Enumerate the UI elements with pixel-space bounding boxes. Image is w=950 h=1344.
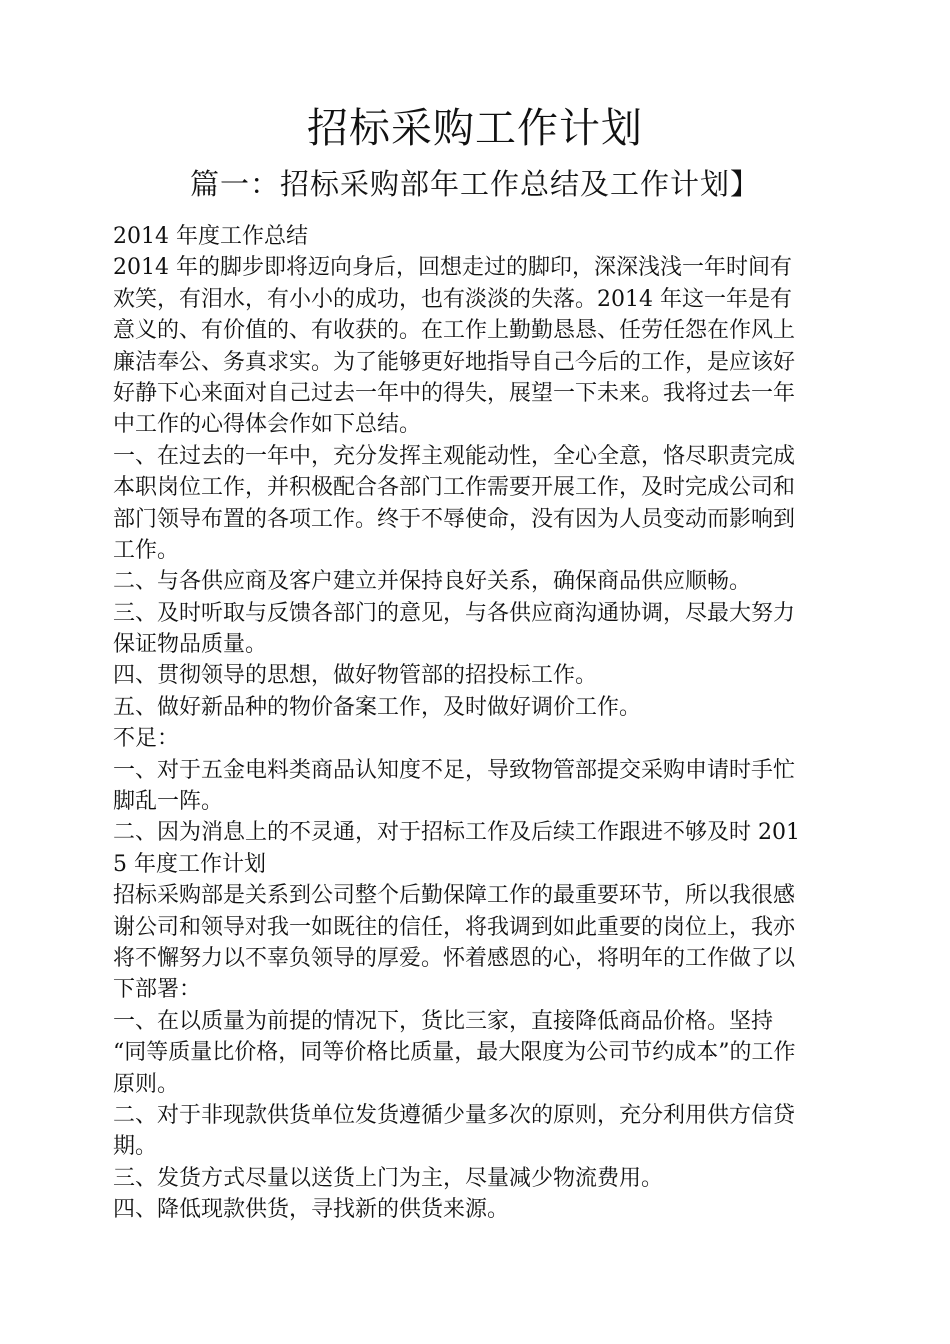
- body-line: 将不懈努力以不辜负领导的厚爱。怀着感恩的心，将明年的工作做了以: [113, 945, 796, 971]
- body-line: 保证物品质量。: [113, 632, 268, 658]
- body-line: 一、对于五金电料类商品认知度不足，导致物管部提交采购申请时手忙: [113, 757, 796, 783]
- body-line: 廉洁奉公、务真求实。为了能够更好地指导自己今后的工作，是应该好: [113, 349, 796, 375]
- body-line: “同等质量比价格，同等价格比质量，最大限度为公司节约成本”的工作: [113, 1040, 796, 1066]
- body-line: 下部署：: [113, 977, 202, 1003]
- body-line: 2014 年度工作总结: [113, 224, 308, 249]
- body-line: 脚乱一阵。: [113, 789, 224, 815]
- body-line: 期。: [113, 1134, 158, 1160]
- body-line: 二、因为消息上的不灵通，对于招标工作及后续工作跟进不够及时 201: [113, 820, 800, 846]
- body-line: 工作。: [113, 537, 180, 563]
- body-line: 原则。: [113, 1071, 180, 1097]
- body-line: 2014 年的脚步即将迈向身后，回想走过的脚印，深深浅浅一年时间有: [113, 255, 792, 281]
- body-line: 四、贯彻领导的思想，做好物管部的招投标工作。: [113, 663, 598, 689]
- body-line: 意义的、有价值的、有收获的。在工作上勤勤恳恳、任劳任怨在作风上: [113, 318, 796, 344]
- body-line: 中工作的心得体会作如下总结。: [113, 412, 422, 438]
- body-line: 二、对于非现款供货单位发货遵循少量多次的原则，充分利用供方信贷: [113, 1102, 796, 1128]
- body-line: 三、及时听取与反馈各部门的意见，与各供应商沟通协调，尽最大努力: [113, 600, 796, 626]
- body-line: 欢笑，有泪水，有小小的成功，也有淡淡的失落。2014 年这一年是有: [113, 286, 792, 312]
- document-title: 招标采购工作计划: [307, 104, 643, 152]
- body-line: 谢公司和领导对我一如既往的信任，将我调到如此重要的岗位上，我亦: [113, 914, 796, 940]
- body-line: 不足：: [113, 726, 180, 752]
- body-line: 三、发货方式尽量以送货上门为主，尽量减少物流费用。: [113, 1165, 664, 1191]
- body-line: 好静下心来面对自己过去一年中的得失，展望一下未来。我将过去一年: [113, 380, 796, 406]
- body-line: 一、在以质量为前提的情况下，货比三家，直接降低商品价格。坚持: [113, 1008, 774, 1034]
- body-line: 招标采购部是关系到公司整个后勤保障工作的最重要环节，所以我很感: [113, 883, 796, 909]
- body-line: 四、降低现款供货，寻找新的供货来源。: [113, 1197, 510, 1223]
- document-subtitle: 篇一：招标采购部年工作总结及工作计划】: [189, 167, 760, 201]
- body-line: 5 年度工作计划: [113, 851, 266, 877]
- body-line: 二、与各供应商及客户建立并保持良好关系，确保商品供应顺畅。: [113, 569, 752, 595]
- document-body: [113, 221, 843, 1226]
- body-line: 本职岗位工作，并积极配合各部门工作需要开展工作，及时完成公司和: [113, 475, 796, 501]
- body-line: 一、在过去的一年中，充分发挥主观能动性，全心全意，恪尽职责完成: [113, 443, 796, 469]
- body-line: 五、做好新品种的物价备案工作，及时做好调价工作。: [113, 694, 642, 720]
- body-line: 部门领导布置的各项工作。终于不辱使命，没有因为人员变动而影响到: [113, 506, 796, 532]
